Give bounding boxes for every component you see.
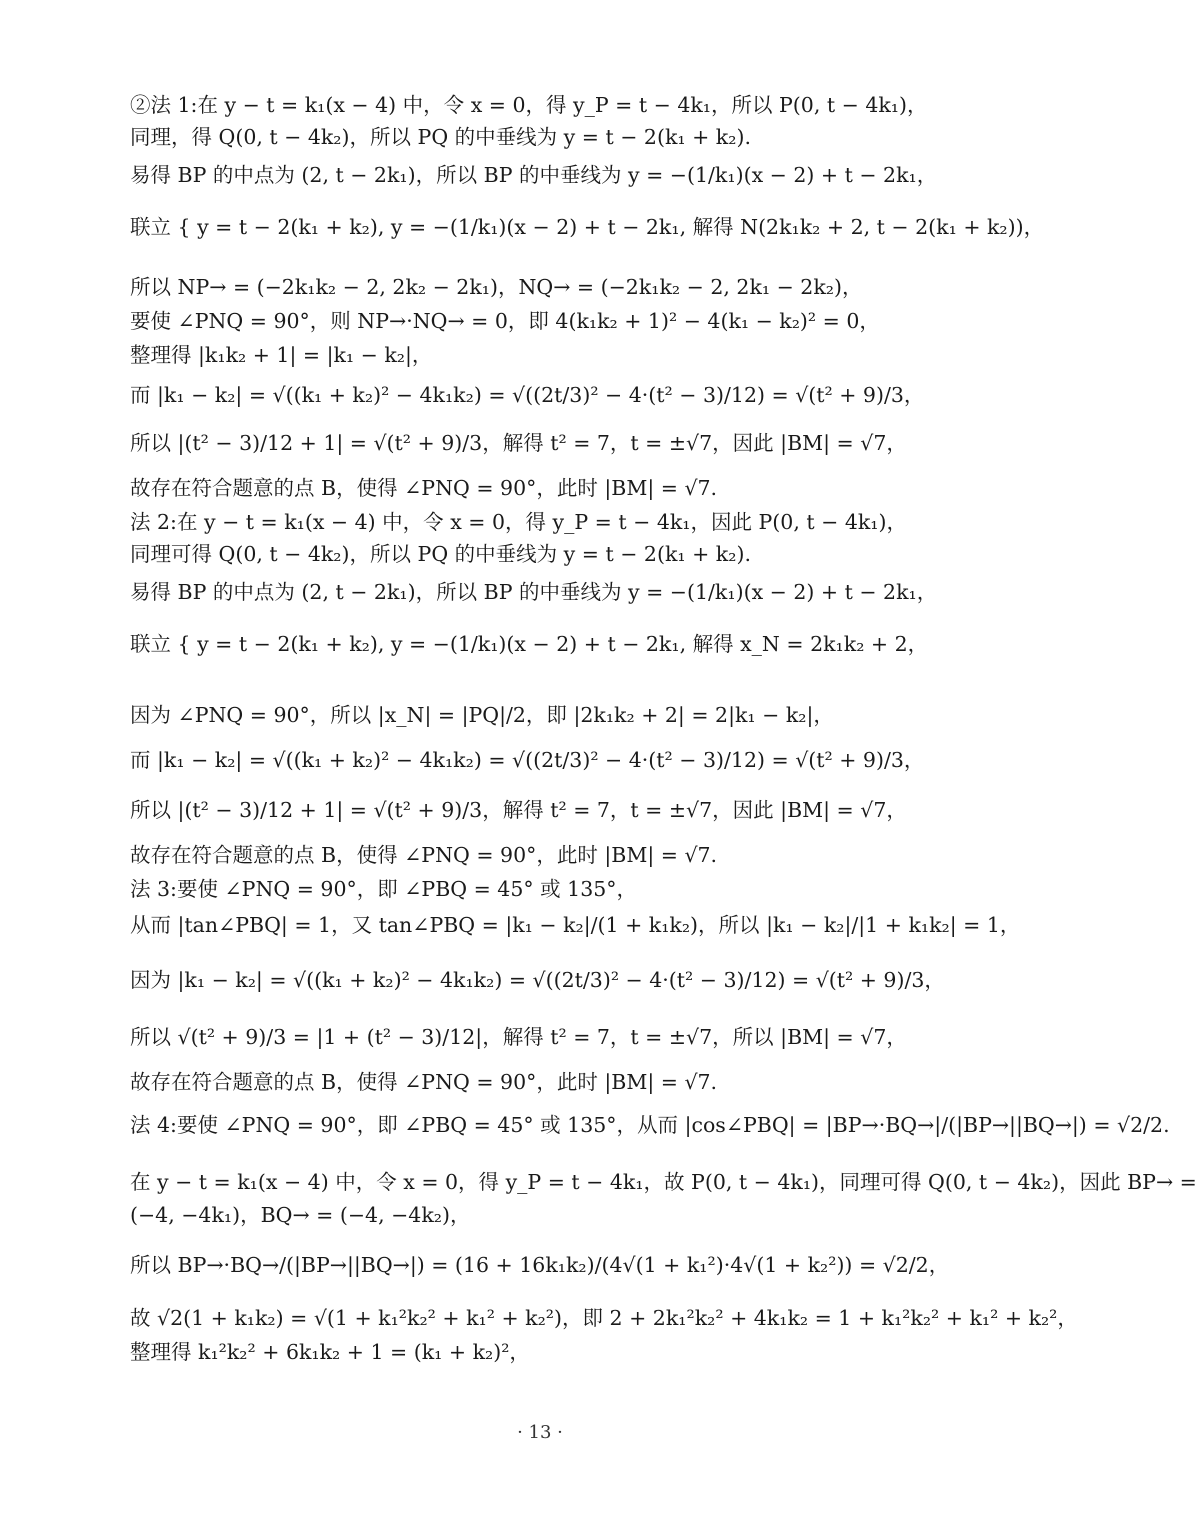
text-line: 所以 |(t² − 3)/12 + 1| = √(t² + 9)/3，解得 t² = 7，t = ±√7，因此 |BM| = √7， xyxy=(130,431,907,455)
text-line: 所以 BP→·BQ→/(|BP→||BQ→|) = (16 + 16k₁k₂)/(4√(1 + k₁²)·4√(1 + k₂²)) = √2/2， xyxy=(130,1253,950,1277)
text-line: 整理得 |k₁k₂ + 1| = |k₁ − k₂|， xyxy=(130,343,433,367)
text-line: (−4, −4k₁)，BQ→ = (−4, −4k₂)， xyxy=(130,1203,471,1227)
text-line: 故 √2(1 + k₁k₂) = √(1 + k₁²k₂² + k₁² + k₂²)，即 2 + 2k₁²k₂² + 4k₁k₂ = 1 + k₁²k₂² + k₁² + k₂²， xyxy=(130,1306,1078,1330)
text-line: 联立 { y = t − 2(k₁ + k₂), y = −(1/k₁)(x − 2) + t − 2k₁, 解得 x_N = 2k₁k₂ + 2， xyxy=(130,632,929,656)
text-line: 所以 √(t² + 9)/3 = |1 + (t² − 3)/12|，解得 t² = 7，t = ±√7，所以 |BM| = √7， xyxy=(130,1025,907,1049)
text-line: 所以 |(t² − 3)/12 + 1| = √(t² + 9)/3，解得 t² = 7，t = ±√7，因此 |BM| = √7， xyxy=(130,798,907,822)
text-line: 整理得 k₁²k₂² + 6k₁k₂ + 1 = (k₁ + k₂)²， xyxy=(130,1340,530,1364)
text-line: 要使 ∠PNQ = 90°，则 NP→·NQ→ = 0，即 4(k₁k₂ + 1)² − 4(k₁ − k₂)² = 0， xyxy=(130,309,880,333)
page-number: · 13 · xyxy=(517,1422,563,1443)
text-line: 故存在符合题意的点 B，使得 ∠PNQ = 90°，此时 |BM| = √7. xyxy=(130,476,718,500)
text-line: 同理，得 Q(0, t − 4k₂)，所以 PQ 的中垂线为 y = t − 2(k₁ + k₂). xyxy=(130,125,751,149)
text-line: 故存在符合题意的点 B，使得 ∠PNQ = 90°，此时 |BM| = √7. xyxy=(130,1070,718,1094)
text-line: 从而 |tan∠PBQ| = 1，又 tan∠PBQ = |k₁ − k₂|/(1 + k₁k₂)，所以 |k₁ − k₂|/|1 + k₁k₂| = 1， xyxy=(130,913,1021,937)
text-line: 所以 NP→ = (−2k₁k₂ − 2, 2k₂ − 2k₁)，NQ→ = (−2k₁k₂ − 2, 2k₁ − 2k₂)， xyxy=(130,275,863,299)
text-line: 易得 BP 的中点为 (2, t − 2k₁)，所以 BP 的中垂线为 y = −(1/k₁)(x − 2) + t − 2k₁， xyxy=(130,163,938,187)
text-line: 法 4:要使 ∠PNQ = 90°，即 ∠PBQ = 45° 或 135°，从而 |cos∠PBQ| = |BP→·BQ→|/(|BP→||BQ→|) = √2/2. xyxy=(130,1113,1170,1137)
text-line: 联立 { y = t − 2(k₁ + k₂), y = −(1/k₁)(x − 2) + t − 2k₁, 解得 N(2k₁k₂ + 2, t − 2(k₁ + k₂))， xyxy=(130,215,1045,239)
text-line: ②法 1:在 y − t = k₁(x − 4) 中，令 x = 0，得 y_P = t − 4k₁，所以 P(0, t − 4k₁)， xyxy=(130,93,928,117)
text-line: 在 y − t = k₁(x − 4) 中，令 x = 0，得 y_P = t − 4k₁，故 P(0, t − 4k₁)，同理可得 Q(0, t − 4k₂)，因此 BP→ = xyxy=(130,1170,1197,1194)
text-line: 故存在符合题意的点 B，使得 ∠PNQ = 90°，此时 |BM| = √7. xyxy=(130,843,718,867)
text-line: 法 2:在 y − t = k₁(x − 4) 中，令 x = 0，得 y_P = t − 4k₁，因此 P(0, t − 4k₁)， xyxy=(130,510,908,534)
text-line: 法 3:要使 ∠PNQ = 90°，即 ∠PBQ = 45° 或 135°， xyxy=(130,877,638,901)
text-line: 因为 ∠PNQ = 90°，所以 |x_N| = |PQ|/2，即 |2k₁k₂ + 2| = 2|k₁ − k₂|， xyxy=(130,703,834,727)
text-line: 而 |k₁ − k₂| = √((k₁ + k₂)² − 4k₁k₂) = √((2t/3)² − 4·(t² − 3)/12) = √(t² + 9)/3， xyxy=(130,383,925,407)
text-line: 因为 |k₁ − k₂| = √((k₁ + k₂)² − 4k₁k₂) = √((2t/3)² − 4·(t² − 3)/12) = √(t² + 9)/3， xyxy=(130,968,945,992)
text-line: 同理可得 Q(0, t − 4k₂)，所以 PQ 的中垂线为 y = t − 2(k₁ + k₂). xyxy=(130,542,751,566)
text-line: 而 |k₁ − k₂| = √((k₁ + k₂)² − 4k₁k₂) = √((2t/3)² − 4·(t² − 3)/12) = √(t² + 9)/3， xyxy=(130,748,925,772)
text-line: 易得 BP 的中点为 (2, t − 2k₁)，所以 BP 的中垂线为 y = −(1/k₁)(x − 2) + t − 2k₁， xyxy=(130,580,938,604)
